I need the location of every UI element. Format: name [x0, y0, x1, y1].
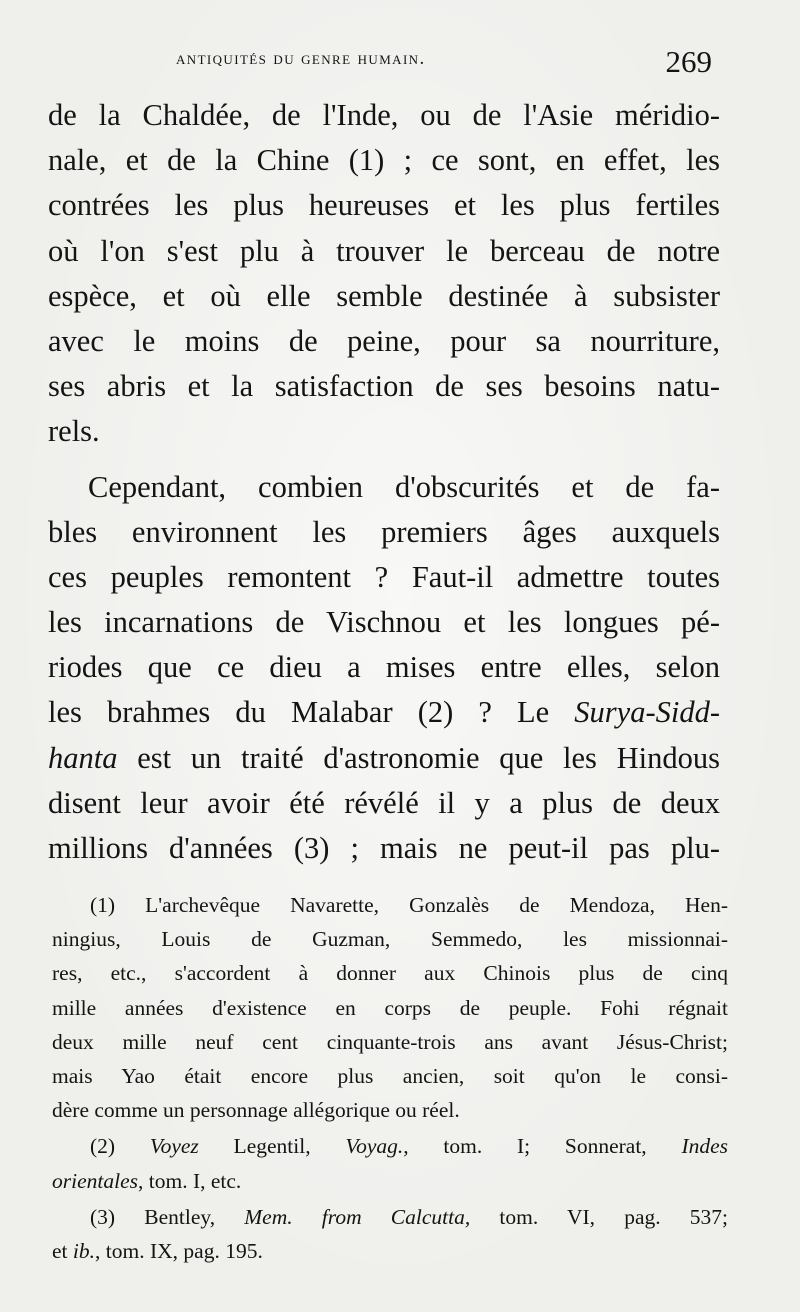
footnotes [52, 888, 728, 1268]
footnote-line: dère comme un personnage allégorique ou réel. [52, 1098, 460, 1123]
footnote-line: res, etc., s'accordent à donner aux Chinois plus de cinq [52, 961, 728, 986]
italic-title: hanta [48, 740, 118, 775]
italic-text: Mem. from Calcutta, [244, 1204, 471, 1229]
text-line: avec le moins de peine, pour sa nourriture, [48, 323, 720, 358]
footnote-line: mille années d'existence en corps de peuple. Fohi régnait [52, 995, 728, 1020]
text-segment: (3) Bentley, [90, 1204, 245, 1229]
italic-text: Voyag. [345, 1134, 404, 1159]
text-line: nale, et de la Chine (1) ; ce sont, en effet, les [48, 143, 720, 178]
text-line: espèce, et où elle semble destinée à subsister [48, 278, 720, 313]
text-line: de la Chaldée, de l'Inde, ou de l'Asie méridio- [48, 98, 720, 132]
text-line: ces peuples remontent ? Faut-il admettre toutes [48, 559, 720, 594]
footnote-line: (1) L'archevêque Navarette, Gonzalès de Mendoza, Hen- [90, 893, 728, 917]
text-line [48, 690, 720, 735]
main-text [48, 93, 720, 871]
footnote-line: deux mille neuf cent cinquante-trois ans avant Jésus-Christ; [52, 1029, 728, 1054]
text-line: contrées les plus heureuses et les plus fertiles [48, 188, 720, 223]
text-line: les incarnations de Vischnou et les longues pé- [48, 605, 720, 640]
text-segment: et [52, 1238, 73, 1263]
footnote-line [52, 1129, 728, 1163]
text-segment: , tom. I; Sonnerat, [403, 1134, 682, 1159]
text-segment: , tom. I, etc. [138, 1168, 242, 1193]
text-line: millions d'années (3) ; mais ne peut-il pas plu- [48, 831, 720, 865]
italic-text: ib. [72, 1238, 96, 1263]
text-line: ses abris et la satisfaction de ses besoins natu- [48, 369, 720, 404]
text-line: où l'on s'est plu à trouver le berceau de notre [48, 233, 720, 268]
text-segment: , tom. IX, pag. 195. [95, 1238, 263, 1263]
footnote-line [52, 1200, 728, 1234]
text-segment: Legentil, [198, 1134, 346, 1159]
italic-text: Indes [681, 1134, 729, 1159]
running-title: antiquités du genre humain. [176, 48, 426, 69]
text-line: Cependant, combien d'obscurités et de fa- [88, 469, 720, 504]
footnote-line: ningius, Louis de Guzman, Semmedo, les missionnai- [52, 927, 728, 952]
italic-text: orientales [52, 1168, 138, 1193]
footnote-line [52, 1164, 728, 1198]
text-line [48, 736, 720, 781]
text-line: disent leur avoir été révélé il y a plus de deux [48, 785, 720, 820]
text-segment: les brahmes du Malabar (2) ? Le [48, 695, 575, 730]
italic-title: Surya-Sidd- [574, 695, 720, 730]
footnote-line: mais Yao était encore plus ancien, soit qu'on le consi- [52, 1063, 728, 1088]
text-line: rels. [48, 414, 100, 449]
footnote-line [52, 1234, 728, 1268]
text-line: riodes que ce dieu a mises entre elles, selon [48, 650, 720, 685]
page-number: 269 [665, 44, 712, 79]
text-line: bles environnent les premiers âges auxquels [48, 514, 720, 549]
text-segment: est un traité d'astronomie que les Hindous [117, 740, 720, 775]
page-header [176, 44, 736, 84]
italic-text: Voyez [149, 1134, 199, 1159]
text-segment: (2) [90, 1134, 150, 1159]
text-segment: tom. VI, pag. 537; [470, 1204, 729, 1229]
